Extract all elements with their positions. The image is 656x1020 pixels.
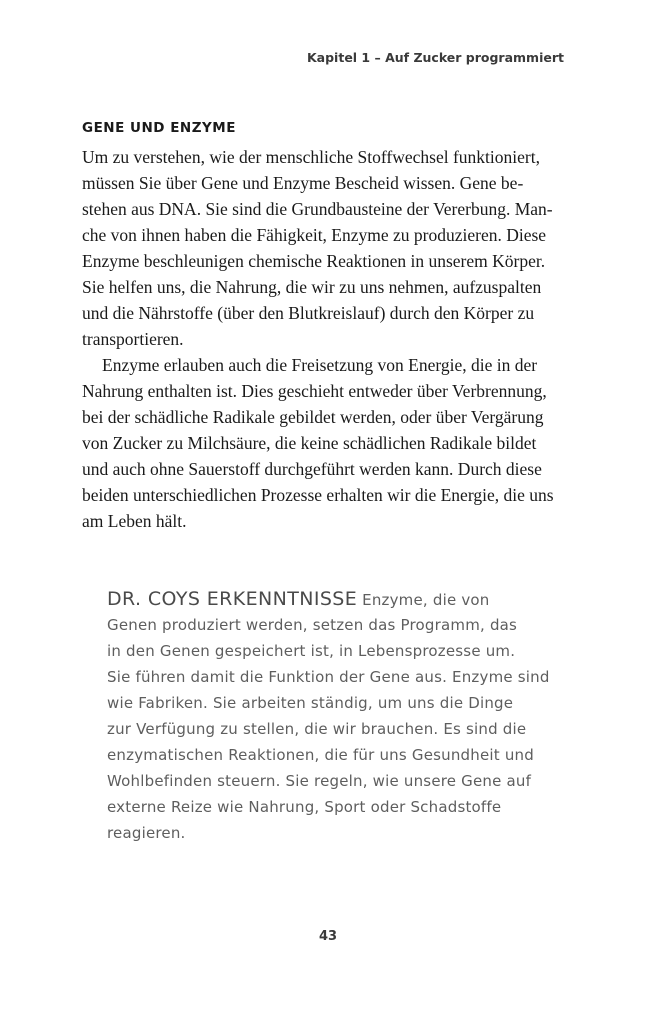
box-line: wie Fabriken. Sie arbeiten ständig, um uns die Dinge — [107, 694, 514, 712]
section-heading: GENE UND ENZYME — [82, 120, 236, 136]
running-header: Kapitel 1 – Auf Zucker programmiert — [306, 50, 564, 65]
box-line: Wohlbefinden steuern. Sie regeln, wie unsere Gene auf — [107, 772, 532, 790]
page-number: 43 — [318, 929, 338, 944]
box-first-line — [107, 586, 577, 612]
box-line: zur Verfügung zu stellen, die wir brauchen. Es sind die — [107, 720, 527, 738]
box-line: Sie führen damit die Funktion der Gene aus. Enzyme sind — [107, 668, 550, 686]
body-line: Um zu verstehen, wie der menschliche Stoffwechsel funktioniert, — [82, 147, 540, 167]
box-title: DR. COYS ERKENNTNISSE — [107, 588, 358, 610]
box-line-start: Enzyme, die von — [362, 591, 490, 609]
insight-box — [107, 586, 577, 846]
body-line: beiden unterschiedlichen Prozesse erhalten wir die Energie, die uns — [82, 485, 554, 505]
body-line: transportieren. — [82, 329, 184, 349]
body-line: bei der schädliche Radikale gebildet werden, oder über Vergärung — [82, 407, 544, 427]
body-line: müssen Sie über Gene und Enzyme Bescheid wissen. Gene be- — [82, 173, 524, 193]
box-line: externe Reize wie Nahrung, Sport oder Schadstoffe — [107, 798, 502, 816]
body-line: Enzyme beschleunigen chemische Reaktionen in unserem Körper. — [82, 251, 546, 271]
box-line: in den Genen gespeichert ist, in Lebensprozesse um. — [107, 642, 516, 660]
box-line: enzymatischen Reaktionen, die für uns Gesundheit und — [107, 746, 534, 764]
box-line: reagieren. — [107, 824, 186, 842]
body-text — [82, 144, 582, 534]
body-line: am Leben hält. — [82, 511, 187, 531]
body-line: stehen aus DNA. Sie sind die Grundbausteine der Vererbung. Man- — [82, 199, 553, 219]
body-line: Sie helfen uns, die Nahrung, die wir zu uns nehmen, aufzuspalten — [82, 277, 542, 297]
body-line: und auch ohne Sauerstoff durchgeführt werden kann. Durch diese — [82, 459, 542, 479]
box-line: Genen produziert werden, setzen das Programm, das — [107, 616, 518, 634]
body-line: Nahrung enthalten ist. Dies geschieht entweder über Verbrennung, — [82, 381, 547, 401]
body-line: und die Nährstoffe (über den Blutkreislauf) durch den Körper zu — [82, 303, 535, 323]
body-line: von Zucker zu Milchsäure, die keine schädlichen Radikale bildet — [82, 433, 537, 453]
body-line: che von ihnen haben die Fähigkeit, Enzyme zu produzieren. Diese — [82, 225, 547, 245]
body-line-indented: Enzyme erlauben auch die Freisetzung von Energie, die in der — [102, 355, 538, 375]
